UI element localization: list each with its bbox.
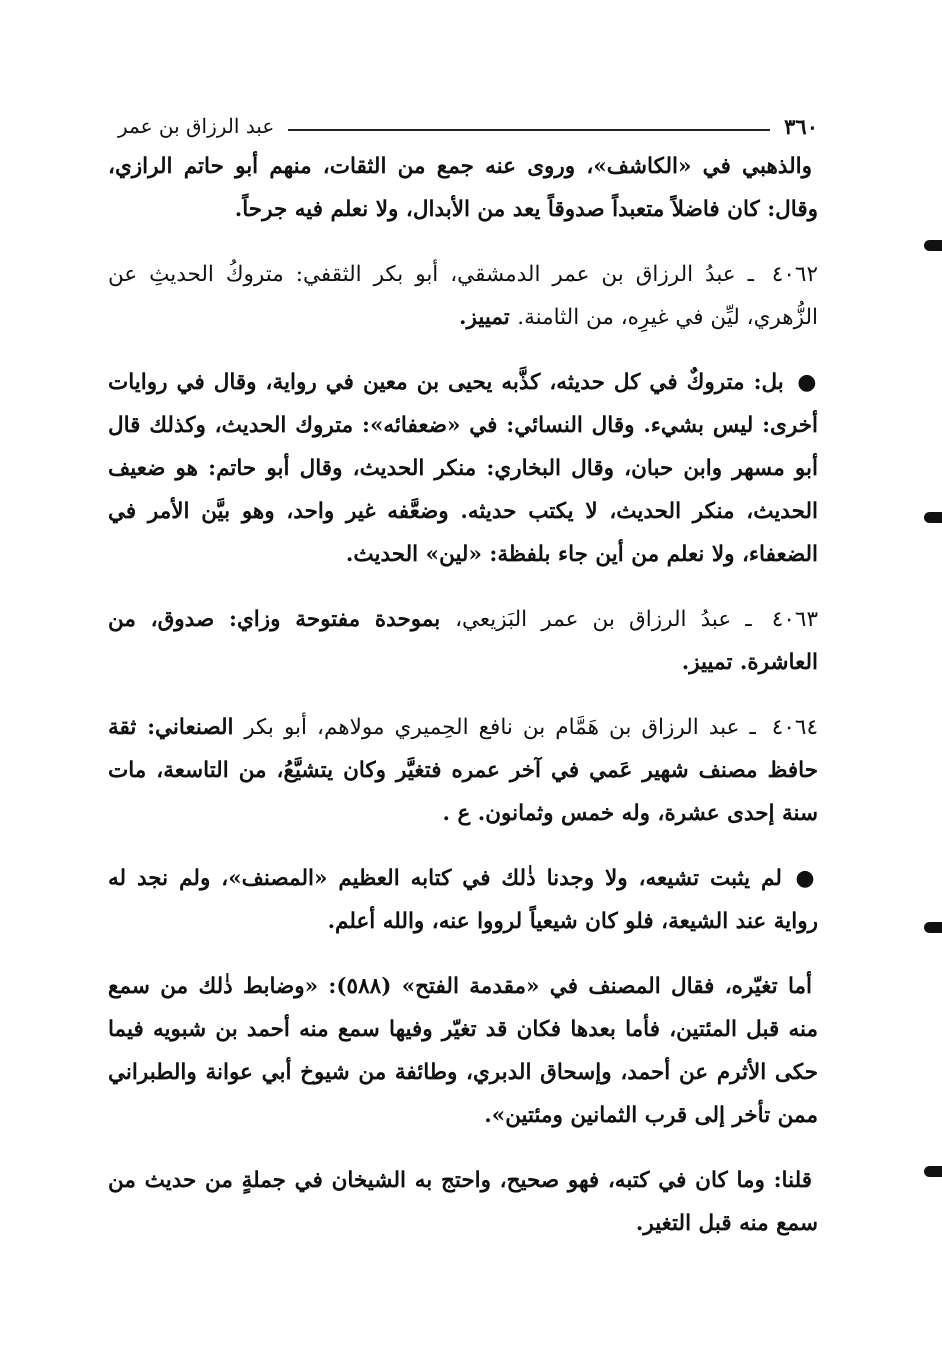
paragraph-text: قلنا: وما كان في كتبه، فهو صحيح، واحتج به الشيخان في جملةٍ من حديث من سمع منه قبل التغير. <box>108 1168 818 1236</box>
commentary-conclusion <box>108 1159 818 1245</box>
header-rule <box>288 129 770 131</box>
scan-edge-mark <box>924 240 942 251</box>
scan-edge-mark <box>924 922 942 933</box>
paragraph-text: بموحدة مفتوحة وزاي: صدوق، من العاشرة. تمييز. <box>108 607 818 675</box>
paragraph-continuation <box>108 145 818 231</box>
commentary-change <box>108 965 818 1137</box>
paragraph-text: أما تغيّره، فقال المصنف في «مقدمة الفتح» (٥٨٨): «وضابط ذٰلك من سمع منه قبل المئتين، فأما بعدها فكان قد تغيّر وفيها سمع منه أحمد بن شبويه فيما حكى الأثرم عن أحمد، وإسحاق الدبري، وطائفة من شيوخ أبي عوانة والطبراني ممن تأخر إلى قرب الثمانين ومئتين». <box>108 974 818 1128</box>
paragraph-text: تمييز. <box>459 305 518 330</box>
paragraph-text: الصنعاني: ثقة حافظ مصنف شهير عَمي في آخر عمره فتغيَّر وكان يتشيَّعُ، من التاسعة، مات سنة إحدى عشرة، وله خمس وثمانون. ع . <box>108 715 818 826</box>
paragraph-text: لم يثبت تشيعه، ولا وجدنا ذٰلك في كتابه العظيم «المصنف»، ولم نجد له رواية عند الشيعة، فلو كان شيعياً لرووا عنه، والله أعلم. <box>108 866 818 934</box>
entry-4063 <box>108 598 818 684</box>
commentary-4064 <box>108 857 818 943</box>
paragraph-text: والذهبي في «الكاشف»، وروى عنه جمع من الثقات، منهم أبو حاتم الرازي، وقال: كان فاضلاً متعبداً صدوقاً يعد من الأبدال، ولا نعلم فيه جرحاً. <box>108 154 818 222</box>
page-number: ٣٦٠ <box>784 113 818 139</box>
entry-heading: ٤٠٦٣ ـ عبدُ الرزاق بن عمر البَزيعي، <box>455 607 818 632</box>
body-text <box>108 145 818 1267</box>
paragraph-text: بل: متروكٌ في كل حديثه، كذَّبه يحيى بن معين في رواية، وقال في روايات أخرى: ليس بشيء. وقال النسائي: في «ضعفائه»: متروك الحديث، وكذلك قال أبو مسهر وابن حبان، وقال البخاري: منكر الحديث، وقال أبو حاتم: هو ضعيف الحديث، منكر الحديث، لا يكتب حديثه. وضعَّفه غير واحد، وهو بيَّن الأمر في الضعفاء، ولا نعلم من أين جاء بلفظة: «لين» الحديث. <box>108 370 818 567</box>
commentary-4062 <box>108 361 818 576</box>
entry-heading: ٤٠٦٤ ـ عبد الرزاق بن هَمَّام بن نافع الحِميري مولاهم، أبو بكر <box>244 715 818 740</box>
scan-edge-mark <box>924 512 942 523</box>
bullet-icon: ● <box>797 370 818 395</box>
running-title: عبد الرزاق بن عمر <box>118 114 275 138</box>
entry-4064 <box>108 706 818 835</box>
scan-edge-mark <box>924 1166 942 1177</box>
page-header <box>118 108 818 144</box>
entry-heading: ٤٠٦٢ ـ عبدُ الرزاق بن عمر الدمشقي، أبو بكر الثقفي: متروكُ الحديثِ عن الزُّهري، ليِّن في غيرِه، من الثامنة. <box>108 262 818 330</box>
entry-4062 <box>108 253 818 339</box>
bullet-icon: ● <box>795 866 818 891</box>
